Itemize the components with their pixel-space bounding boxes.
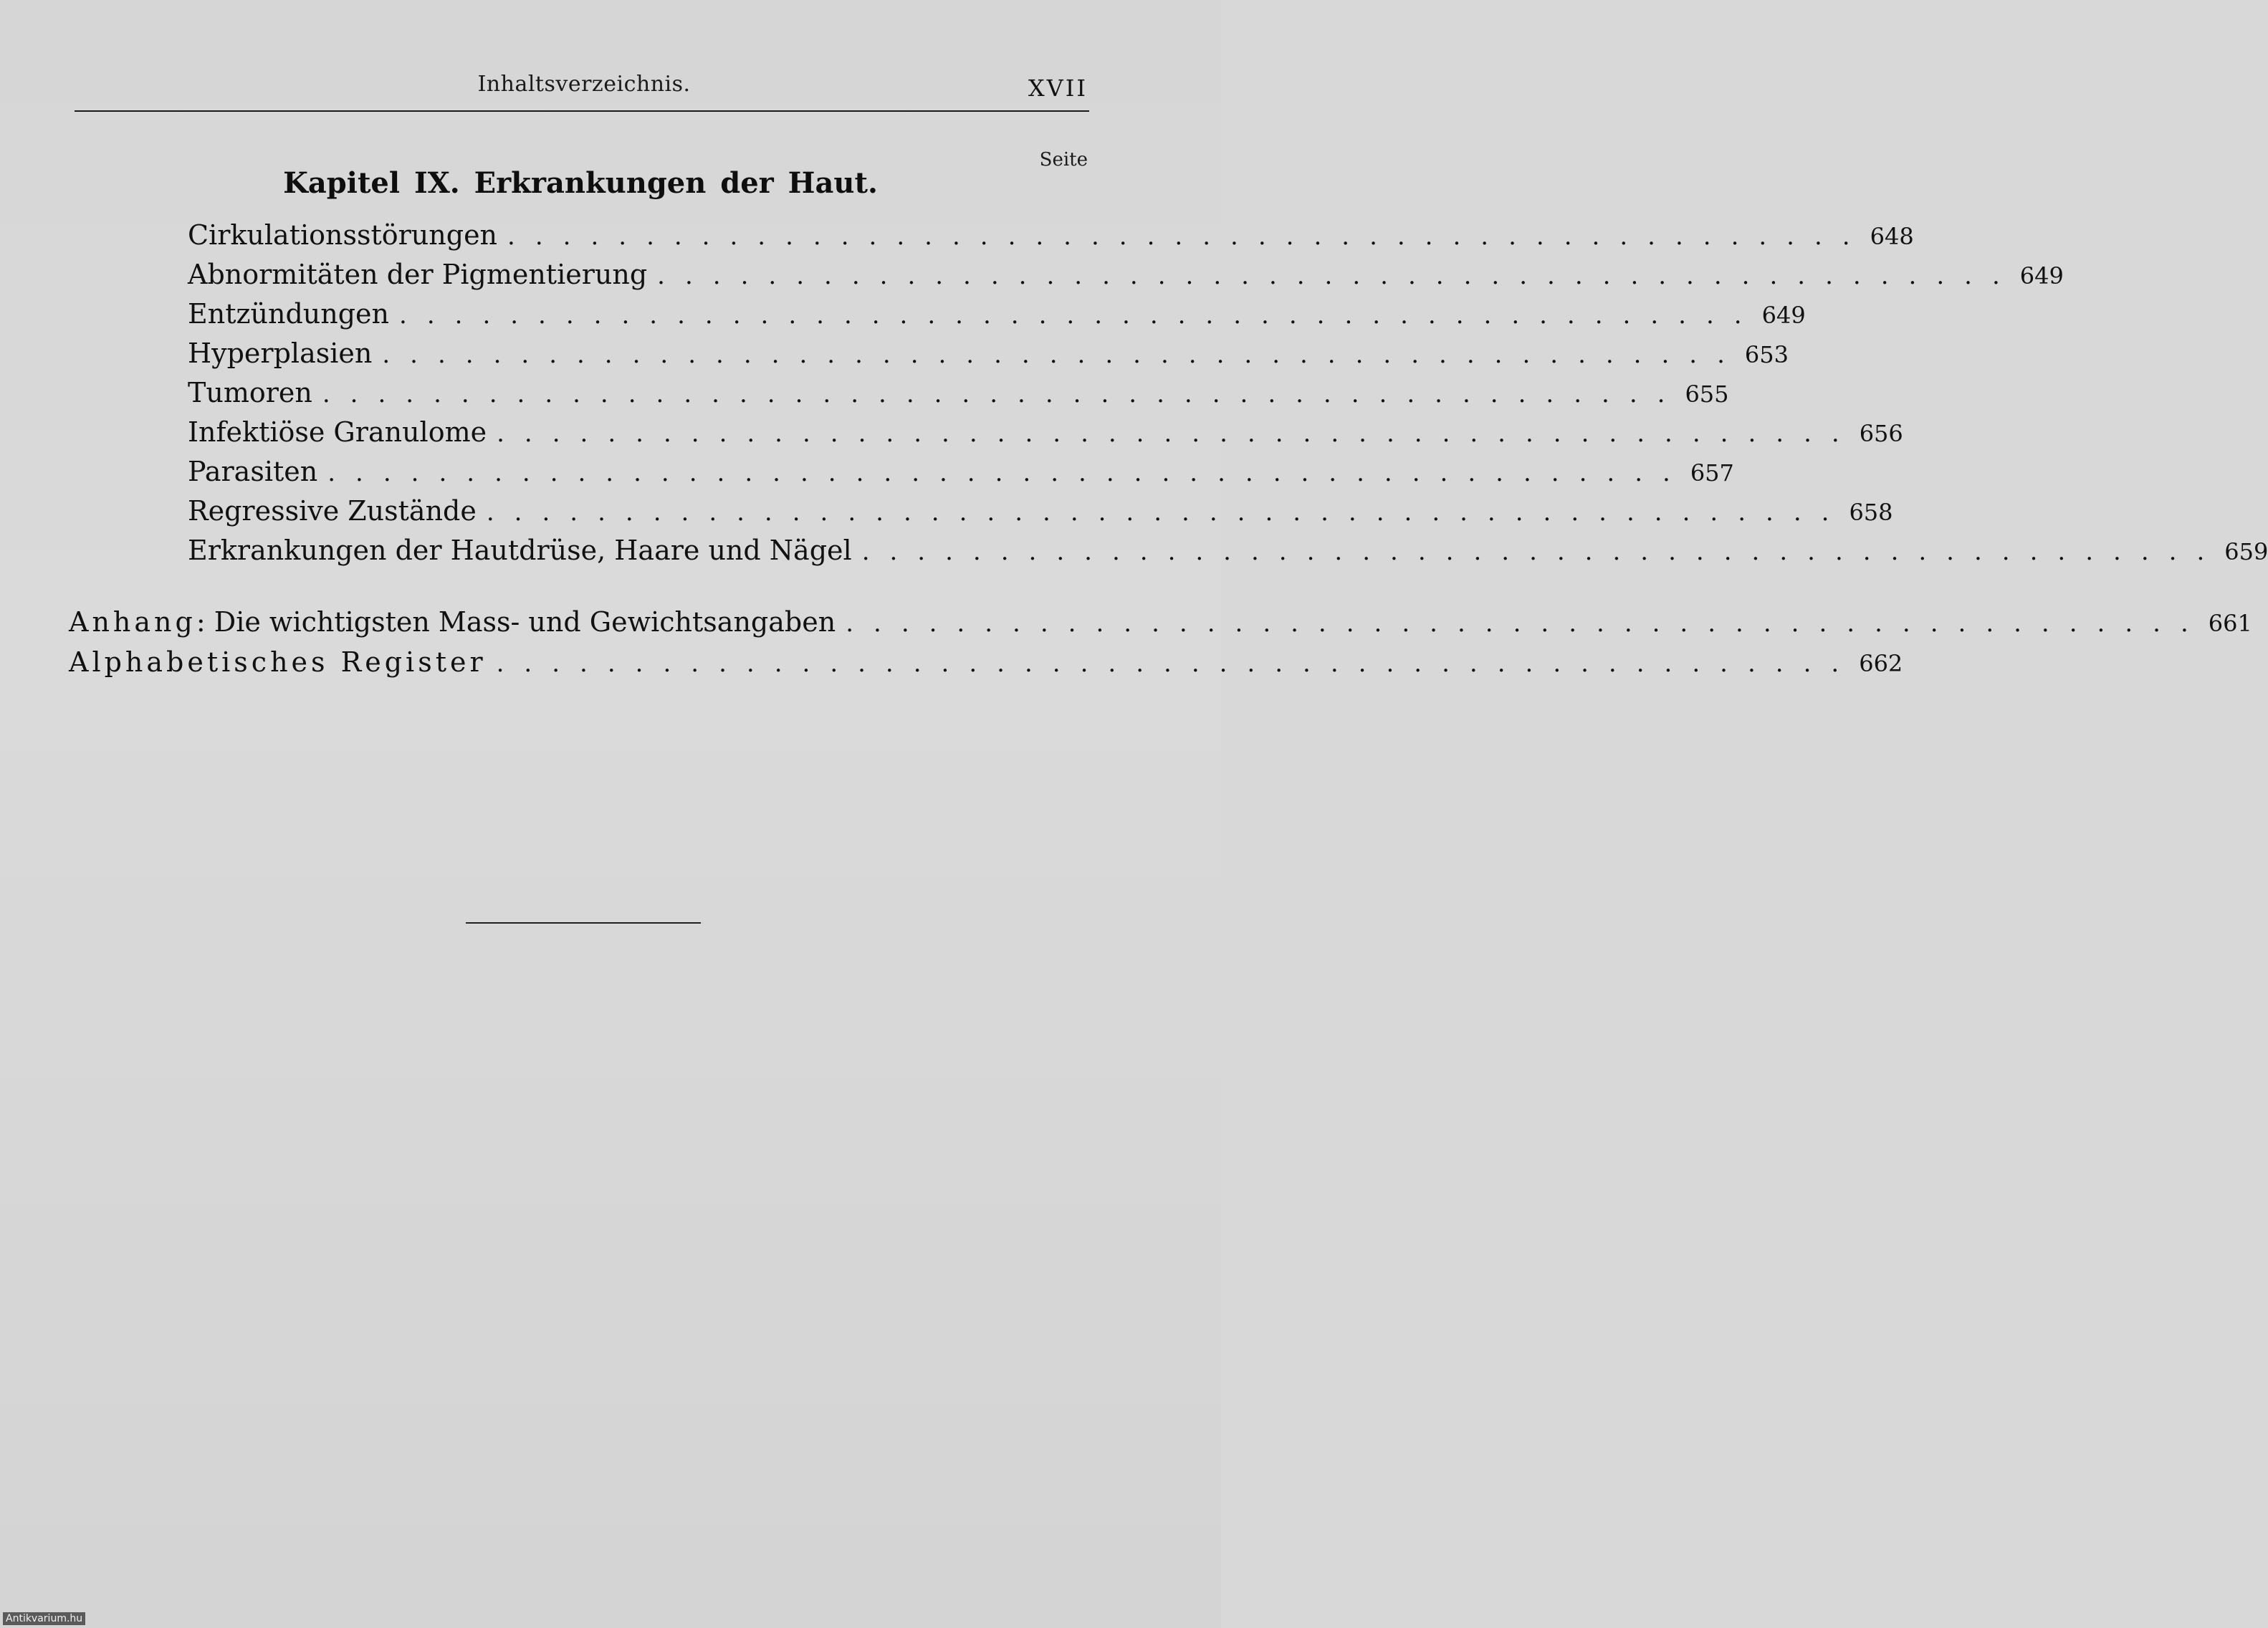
toc-entry-label: Abnormitäten der Pigmentierung <box>188 259 648 290</box>
toc-appendix-page: 661 <box>2208 610 2252 637</box>
toc-register-label: Alphabetisches Register <box>69 646 487 678</box>
toc-entry <box>188 535 2268 573</box>
toc-entry <box>188 377 1729 416</box>
folio-page-number: XVII <box>1028 75 1088 102</box>
toc-entry-label: Entzündungen <box>188 298 390 330</box>
toc-appendix-label <box>69 606 836 638</box>
toc-entry-page: 657 <box>1690 459 1734 487</box>
toc-entry-page: 648 <box>1870 223 1914 250</box>
watermark: Antikvarium.hu <box>3 1612 85 1625</box>
toc-entry <box>188 298 1806 337</box>
toc-entry-page: 659 <box>2224 538 2268 565</box>
toc-entry <box>188 416 1903 455</box>
dot-leader: ................................................. <box>399 301 1762 330</box>
toc-entry-label: Hyperplasien <box>188 337 373 369</box>
toc-entry-label: Tumoren <box>188 377 312 408</box>
dot-leader: ................................................. <box>327 459 1690 487</box>
toc-register-page: 662 <box>1859 650 1903 677</box>
toc-entry <box>188 219 1914 258</box>
page-column-label: Seite <box>1039 149 1088 171</box>
toc-entry-page: 656 <box>1859 420 1903 447</box>
running-title: Inhaltsverzeichnis. <box>477 72 691 97</box>
toc-appendix-entry <box>69 606 2252 645</box>
toc-entry <box>188 456 1734 494</box>
toc-entry-label: Parasiten <box>188 456 318 487</box>
toc-entry <box>188 259 2064 297</box>
end-rule <box>466 922 701 924</box>
dot-leader: ................................................. <box>382 340 1745 369</box>
dot-leader: ................................................. <box>497 419 1860 448</box>
toc-entry-page: 649 <box>1761 302 1806 329</box>
toc-entry-label: Regressive Zustände <box>188 495 477 527</box>
toc-entry-label: Cirkulationsstörungen <box>188 219 498 251</box>
dot-leader: ................................................. <box>657 262 2020 290</box>
dot-leader: ................................................. <box>507 222 1870 251</box>
toc-entry-page: 658 <box>1849 499 1893 526</box>
toc-entry-page: 653 <box>1744 341 1789 368</box>
dot-leader: ................................................. <box>861 537 2225 566</box>
toc-entry-label: Infektiöse Granulome <box>188 416 487 448</box>
toc-register-entry <box>69 646 1903 685</box>
chapter-heading: Kapitel IX. Erkrankungen der Haut. <box>283 166 878 200</box>
dot-leader: ................................................. <box>322 380 1685 408</box>
dot-leader: ................................................. <box>846 609 2209 638</box>
dot-leader: ................................................. <box>486 498 1850 527</box>
toc-entry <box>188 337 1789 376</box>
dot-leader: ................................................. <box>496 649 1860 678</box>
appendix-title: : Die wichtigsten Mass- und Gewichtsangaben <box>196 606 836 638</box>
toc-entry-page: 649 <box>2019 262 2064 289</box>
appendix-prefix: Anhang <box>69 606 196 638</box>
toc-entry-page: 655 <box>1685 380 1729 408</box>
header-rule <box>75 110 1089 112</box>
toc-entry-label: Erkrankungen der Hautdrüse, Haare und Nägel <box>188 535 852 566</box>
toc-entry <box>188 495 1893 534</box>
